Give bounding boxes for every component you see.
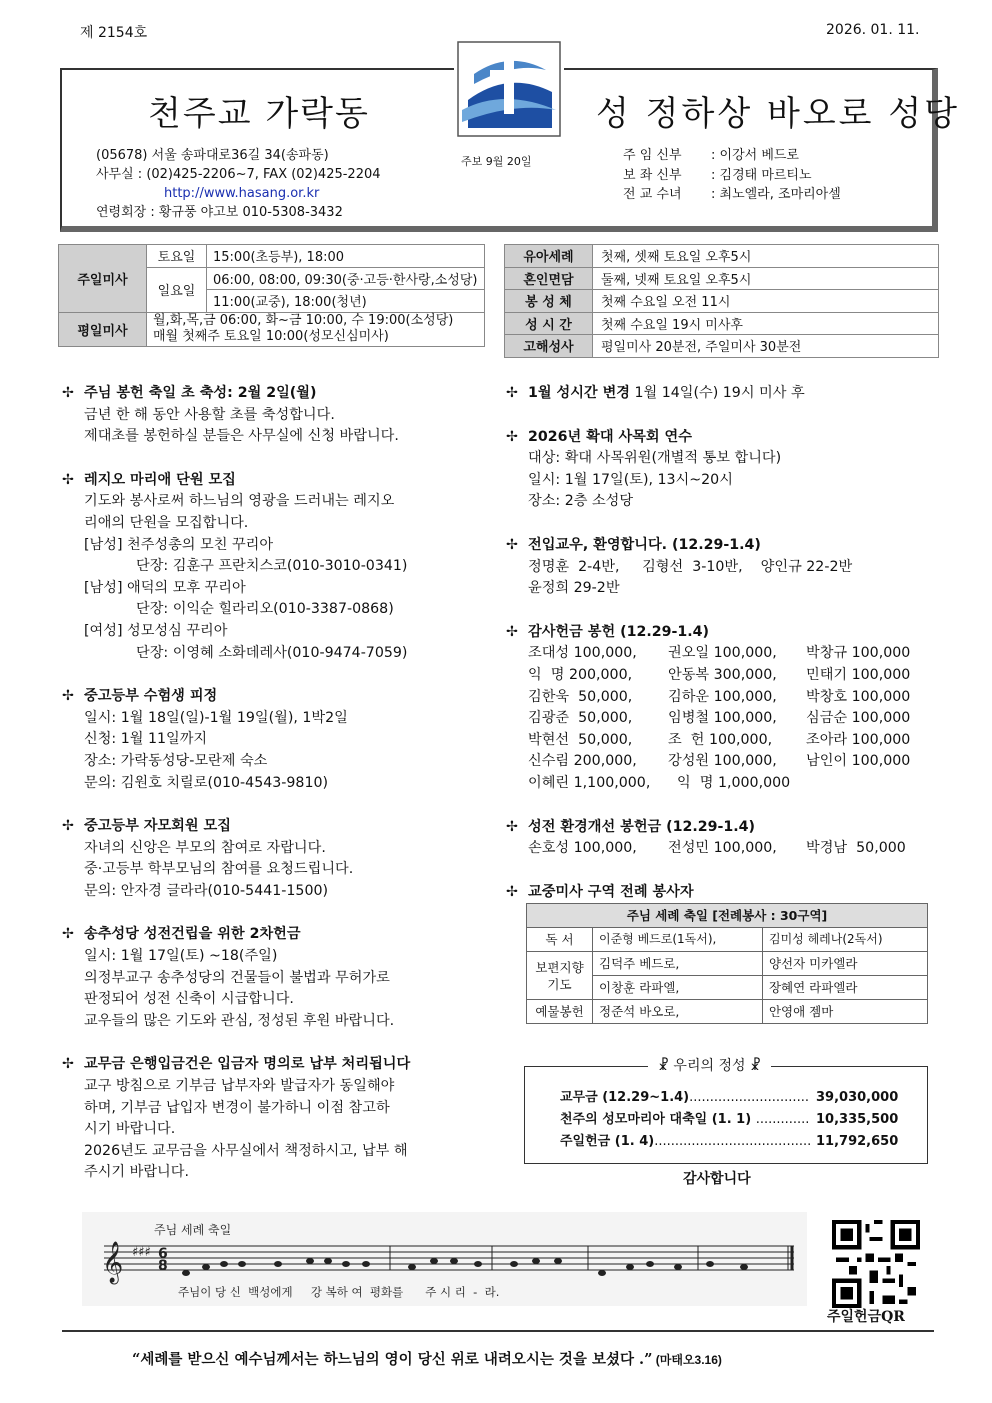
notice <box>506 427 936 513</box>
notice-line: 금년 한 해 동안 사용할 초를 축성합니다. <box>84 406 335 423</box>
phone-line: 사무실 : (02)425-2206~7, FAX (02)425-2204 <box>96 167 381 182</box>
donor: 조대성 100,000, <box>528 645 637 662</box>
notice <box>506 882 936 1025</box>
notice-line: 단장: 김훈구 프란치스코(010-3010-0341) <box>136 558 408 575</box>
notice-line: 윤정희 29-2반 <box>528 580 620 597</box>
notice <box>62 1054 492 1184</box>
cross-icon: ✢ <box>506 385 518 401</box>
notice-title: 레지오 마리애 단원 모집 <box>84 471 236 488</box>
clergy-role: 보 좌 신부 <box>623 167 682 183</box>
ministry-person: 양선자 미카엘라 <box>762 952 927 976</box>
sunday-times-2: 11:00(교중), 18:00(청년) <box>207 290 485 313</box>
sacrament-time: 첫째, 셋째 토요일 오후5시 <box>593 245 939 268</box>
parish-logo-icon <box>454 40 564 138</box>
donation-row <box>528 643 936 665</box>
notice <box>62 924 492 1032</box>
ministry-person: 이창훈 라파엘, <box>593 976 763 1000</box>
cross-icon: ✢ <box>62 926 74 943</box>
sacrament-time: 첫째 수요일 19시 미사후 <box>593 312 939 335</box>
issue-date: 2026. 01. 11. <box>826 22 920 38</box>
notice-title: 교무금 은행입금건은 입금자 명의로 납부 처리됩니다 <box>84 1056 411 1073</box>
donor: 전성민 100,000, <box>668 840 777 857</box>
music-title: 주님 세례 축일 <box>154 1223 232 1237</box>
sacrament-time: 둘째, 넷째 토요일 오후5시 <box>593 267 939 290</box>
notice-line: 일시: 1월 18일(일)-1월 19일(월), 1박2일 <box>84 709 348 726</box>
notice-line: 장소: 가락동성당-모란제 숙소 <box>84 752 268 769</box>
donor: 박창규 100,000 <box>806 645 911 662</box>
notice-title: 중고등부 자모회원 모집 <box>84 818 231 835</box>
donation-row <box>528 708 936 730</box>
notice-line: 정명훈 2-4반, 김형선 3-10반, 양인규 22-2반 <box>528 558 853 575</box>
offering-title: ☧ 우리의 정성 ☧ <box>648 1055 771 1075</box>
notice-line: 시기 바랍니다. <box>84 1121 176 1138</box>
thanks-text: 감사합니다 <box>683 1171 751 1187</box>
offering-qr-code-icon[interactable] <box>832 1220 920 1308</box>
notice-line: 교구 방침으로 기부금 납부자와 발급자가 동일해야 <box>84 1078 395 1095</box>
notice-line: 단장: 이영혜 소화데레사(010-9474-7059) <box>136 644 408 661</box>
council-contact: 연령회장 : 황규풍 야고보 010-5308-3432 <box>96 205 343 220</box>
sacrament-label: 봉 성 체 <box>505 290 593 313</box>
donor: 강성원 100,000, <box>668 753 777 770</box>
sunday-mass-label: 주일미사 <box>59 245 147 313</box>
donation-row <box>528 665 936 687</box>
qr-label: 주일헌금QR <box>827 1309 905 1325</box>
notice <box>506 383 936 405</box>
donor: 김하운 100,000, <box>668 688 777 705</box>
scripture-quote <box>132 1348 722 1369</box>
sunday-times-1: 06:00, 08:00, 09:30(중·고등·한사랑,소성당) <box>207 267 485 290</box>
notice-title: 전입교우, 환영합니다. (12.29-1.4) <box>528 536 761 553</box>
notice <box>62 383 492 448</box>
church-title: 성 정하상 바오로 성당 <box>596 94 961 134</box>
sacrament-label: 혼인면담 <box>505 267 593 290</box>
notice-line: 문의: 김원호 치릴로(010-4543-9810) <box>84 774 329 791</box>
right-column <box>506 383 936 1024</box>
notice-line: 자녀의 신앙은 부모의 참여로 자랍니다. <box>84 839 326 856</box>
ministry-role: 독 서 <box>527 928 593 952</box>
donor: 이혜린 1,100,000, <box>528 774 651 791</box>
ministry-header: 주님 세례 축일 [전례봉사 : 30구역] <box>527 904 928 928</box>
notice-title: 주님 봉헌 축일 초 축성: 2월 2일(월) <box>84 385 317 401</box>
notice-line: [남성] 천주성총의 모친 꾸리아 <box>84 536 274 553</box>
clergy-role: 전 교 수녀 <box>623 187 682 202</box>
sacrament-time: 평일미사 20분전, 주일미사 30분전 <box>593 335 939 358</box>
ministry-person: 이준형 베드로(1독서), <box>593 928 763 952</box>
notice-title: 1월 성시간 변경 <box>528 385 630 401</box>
weekly-note: 주보 9월 20일 <box>461 155 532 168</box>
clergy-role: 주 임 신부 <box>623 148 682 163</box>
offering-amount: 10,335,500 <box>816 1112 899 1127</box>
donor: 심금순 100,000 <box>806 710 911 727</box>
cross-icon: ✢ <box>506 428 518 445</box>
clergy-list <box>623 146 841 205</box>
divider <box>62 1330 934 1332</box>
cross-icon: ✢ <box>62 818 74 835</box>
quote-text: “세례를 받으신 예수님께서는 하느님의 영이 당신 위로 내려오시는 것을 보셨다 .” <box>132 1351 653 1368</box>
donor: 민태기 100,000 <box>806 666 911 683</box>
ministry-person: 정준석 바오로, <box>593 1000 763 1024</box>
notice-line: 일시: 1월 17일(토), 13시~20시 <box>528 471 733 488</box>
notice-detail: 1월 14일(수) 19시 미사 후 <box>629 385 805 401</box>
svg-text:8: 8 <box>158 1258 168 1274</box>
issue-number: 제 2154호 <box>80 25 148 41</box>
donation-row <box>528 773 936 795</box>
cross-icon: ✢ <box>62 688 74 705</box>
ministry-person: 안영애 젬마 <box>762 1000 927 1024</box>
parish-address <box>96 146 381 222</box>
notice-line: 대상: 확대 사목위원(개별적 통보 합니다) <box>528 450 782 467</box>
offering-list <box>560 1087 898 1153</box>
cross-icon: ✢ <box>506 818 518 835</box>
donor: 안동복 300,000, <box>668 666 777 683</box>
donor: 손호성 100,000, <box>528 840 637 857</box>
donor: 권오일 100,000, <box>668 645 777 662</box>
notice-line: [남성] 애덕의 모후 꾸리아 <box>84 579 246 596</box>
notice-line: 문의: 안자경 글라라(010-5441-1500) <box>84 882 329 899</box>
svg-text:6: 6 <box>158 1246 168 1262</box>
cross-icon: ✢ <box>62 1056 74 1073</box>
ministry-role: 예물봉헌 <box>527 1000 593 1024</box>
donor: 박창호 100,000 <box>806 688 911 705</box>
cross-icon: ✢ <box>506 883 518 900</box>
weekday-times-1: 월,화,목,금 06:00, 화~금 10:00, 수 19:00(소성당) <box>153 313 454 328</box>
cross-icon: ✢ <box>62 471 74 488</box>
notice <box>62 816 492 902</box>
notice-line: 교우들의 많은 기도와 관심, 정성된 후원 바랍니다. <box>84 1012 395 1029</box>
notice <box>506 817 936 860</box>
donation-row <box>528 838 936 860</box>
ministry-person: 김덕주 베드로, <box>593 952 763 976</box>
quote-reference: (마태오3.16) <box>652 1353 722 1367</box>
donor: 남인이 100,000 <box>806 753 911 770</box>
ministry-person: 장혜연 라파엘라 <box>762 976 927 1000</box>
notice-line: 신청: 1월 11일까지 <box>84 731 208 748</box>
svg-text:𝄞: 𝄞 <box>102 1242 124 1283</box>
notice <box>506 622 936 795</box>
donor: 김한욱 50,000, <box>528 688 633 705</box>
svg-text:♯♯♯: ♯♯♯ <box>132 1245 151 1260</box>
donor: 익 명 200,000, <box>528 666 633 683</box>
clergy-name: : 김경태 마르티노 <box>711 167 812 183</box>
cross-icon: ✢ <box>62 385 74 401</box>
sunday-label: 일요일 <box>147 267 207 312</box>
notice-line: 기도와 봉사로써 하느님의 영광을 드러내는 레지오 <box>84 493 395 510</box>
mass-schedule-table <box>58 244 485 347</box>
donor: 신수림 200,000, <box>528 753 637 770</box>
weekday-times-2: 매월 첫째주 토요일 10:00(성모신심미사) <box>153 329 389 344</box>
notice-line: 2026년도 교무금을 사무실에서 책정하시고, 납부 해 <box>84 1142 408 1159</box>
notice-title: 감사헌금 봉헌 (12.29-1.4) <box>528 623 709 640</box>
donor: 박현선 50,000, <box>528 731 633 748</box>
sacrament-label: 성 시 간 <box>505 312 593 335</box>
donation-row <box>528 730 936 752</box>
sacrament-label: 고해성사 <box>505 335 593 358</box>
offering-amount: 11,792,650 <box>816 1134 899 1149</box>
notice-line: 하며, 기부금 납입자 변경이 불가하니 이점 참고하 <box>84 1099 390 1116</box>
donation-row <box>528 751 936 773</box>
donor: 익 명 1,000,000 <box>668 774 791 791</box>
offering-label: 교무금 (12.29~1.4) ..... <box>560 1087 810 1109</box>
sacrament-time: 첫째 수요일 오전 11시 <box>593 290 939 313</box>
ministry-role: 보편지향 기도 <box>527 952 593 1000</box>
sacrament-schedule-table <box>504 244 939 358</box>
notice-line: 장소: 2층 소성당 <box>528 493 634 510</box>
notice-title: 송추성당 성전건립을 위한 2차헌금 <box>84 926 301 943</box>
notice-line: 중·고등부 학부모님의 참여를 요청드립니다. <box>84 861 354 878</box>
address-line: (05678) 서울 송파대로36길 34(송파동) <box>96 148 329 163</box>
notice-title: 교중미사 구역 전례 봉사자 <box>528 883 694 900</box>
notice-line: 일시: 1월 17일(토) ~18(주일) <box>84 948 278 965</box>
notice-line: 주시기 바랍니다. <box>84 1164 189 1181</box>
notice-title: 성전 환경개선 봉헌금 (12.29-1.4) <box>528 818 756 835</box>
notice <box>62 686 492 794</box>
cross-icon: ✢ <box>506 623 518 640</box>
sacrament-label: 유아세례 <box>505 245 593 268</box>
music-score <box>82 1212 807 1306</box>
notice-line: 제대초를 봉헌하실 분들은 사무실에 신청 바랍니다. <box>84 428 399 445</box>
notice-line: [여성] 성모성심 꾸리아 <box>84 622 228 639</box>
notice-title: 중고등부 수험생 피정 <box>84 688 218 705</box>
donor: 조아라 100,000 <box>806 731 911 748</box>
left-column <box>62 383 492 1206</box>
saturday-label: 토요일 <box>147 245 207 268</box>
notice-line: 판정되어 성전 신축이 시급합니다. <box>84 991 294 1008</box>
notice-title: 2026년 확대 사목회 연수 <box>528 428 692 445</box>
offering-label: 천주의 성모마리아 대축일 (1. 1) ..... <box>560 1109 810 1131</box>
offering-label: 주일헌금 (1. 4) ..... <box>560 1131 810 1153</box>
clergy-name: : 이강서 베드로 <box>711 148 799 163</box>
donor: 임병철 100,000, <box>668 710 777 727</box>
notice-line: 단장: 이익순 힐라리오(010-3387-0868) <box>136 601 394 618</box>
notice <box>506 535 936 600</box>
donor: 조 헌 100,000, <box>668 731 773 748</box>
offering-amount: 39,030,000 <box>816 1090 899 1105</box>
notice <box>62 470 492 664</box>
saturday-times: 15:00(초등부), 18:00 <box>207 245 485 268</box>
donor: 박경남 50,000 <box>806 840 906 857</box>
parish-title: 천주교 가락동 <box>148 94 370 134</box>
weekday-mass-label: 평일미사 <box>59 312 147 346</box>
website-link[interactable]: http://www.hasang.or.kr <box>164 186 320 201</box>
music-lyrics: 주님이 당 신 백성에게 강 복하 여 평화를 주 시 리 - 라. <box>178 1285 500 1299</box>
ministry-person: 김미성 헤레나(2독서) <box>762 928 927 952</box>
ministry-table <box>526 903 928 1024</box>
cross-icon: ✢ <box>506 536 518 553</box>
notice-line: 의정부교구 송추성당의 건물들이 불법과 무허가로 <box>84 969 390 986</box>
donor: 김광준 50,000, <box>528 710 633 727</box>
donation-row <box>528 687 936 709</box>
notice-line: 리애의 단원을 모집합니다. <box>84 514 249 531</box>
clergy-name: : 최노엘라, 조마리아셀 <box>711 187 841 202</box>
